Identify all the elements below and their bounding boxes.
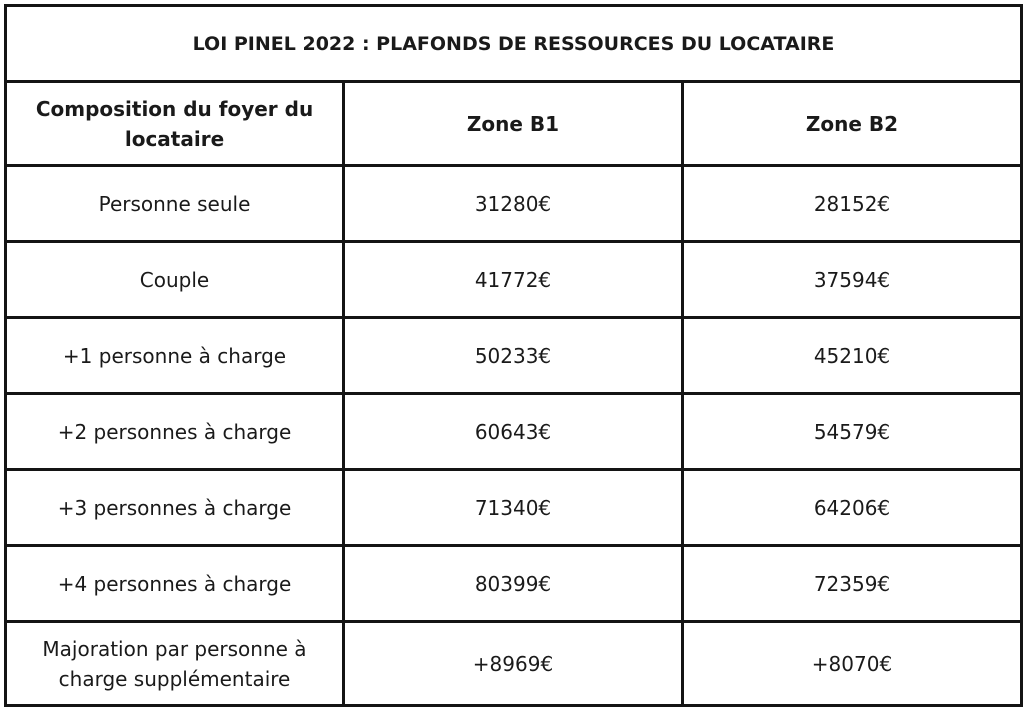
cell-composition: +3 personnes à charge bbox=[6, 470, 344, 546]
cell-zone-b1: 31280€ bbox=[344, 166, 683, 242]
cell-composition: Personne seule bbox=[6, 166, 344, 242]
header-composition: Composition du foyer du locataire bbox=[6, 82, 344, 166]
cell-zone-b2: 64206€ bbox=[683, 470, 1022, 546]
table-row bbox=[6, 546, 1022, 622]
table-row bbox=[6, 318, 1022, 394]
cell-composition: Couple bbox=[6, 242, 344, 318]
table-row bbox=[6, 242, 1022, 318]
cell-zone-b1: 41772€ bbox=[344, 242, 683, 318]
cell-zone-b2: 45210€ bbox=[683, 318, 1022, 394]
header-zone-b1: Zone B1 bbox=[344, 82, 683, 166]
table-row bbox=[6, 622, 1022, 706]
pinel-income-table bbox=[4, 4, 1023, 707]
cell-zone-b2: 72359€ bbox=[683, 546, 1022, 622]
cell-composition: +1 personne à charge bbox=[6, 318, 344, 394]
cell-zone-b1: 71340€ bbox=[344, 470, 683, 546]
header-zone-b2: Zone B2 bbox=[683, 82, 1022, 166]
cell-composition: +2 personnes à charge bbox=[6, 394, 344, 470]
cell-zone-b1: +8969€ bbox=[344, 622, 683, 706]
cell-zone-b2: 54579€ bbox=[683, 394, 1022, 470]
cell-zone-b2: 37594€ bbox=[683, 242, 1022, 318]
table-row bbox=[6, 166, 1022, 242]
cell-zone-b1: 80399€ bbox=[344, 546, 683, 622]
cell-composition: +4 personnes à charge bbox=[6, 546, 344, 622]
cell-zone-b1: 50233€ bbox=[344, 318, 683, 394]
cell-zone-b1: 60643€ bbox=[344, 394, 683, 470]
cell-composition: Majoration par personne à charge supplémentaire bbox=[6, 622, 344, 706]
cell-zone-b2: +8070€ bbox=[683, 622, 1022, 706]
table-title: LOI PINEL 2022 : PLAFONDS DE RESSOURCES DU LOCATAIRE bbox=[6, 6, 1022, 82]
cell-zone-b2: 28152€ bbox=[683, 166, 1022, 242]
table-row bbox=[6, 470, 1022, 546]
table-row bbox=[6, 394, 1022, 470]
